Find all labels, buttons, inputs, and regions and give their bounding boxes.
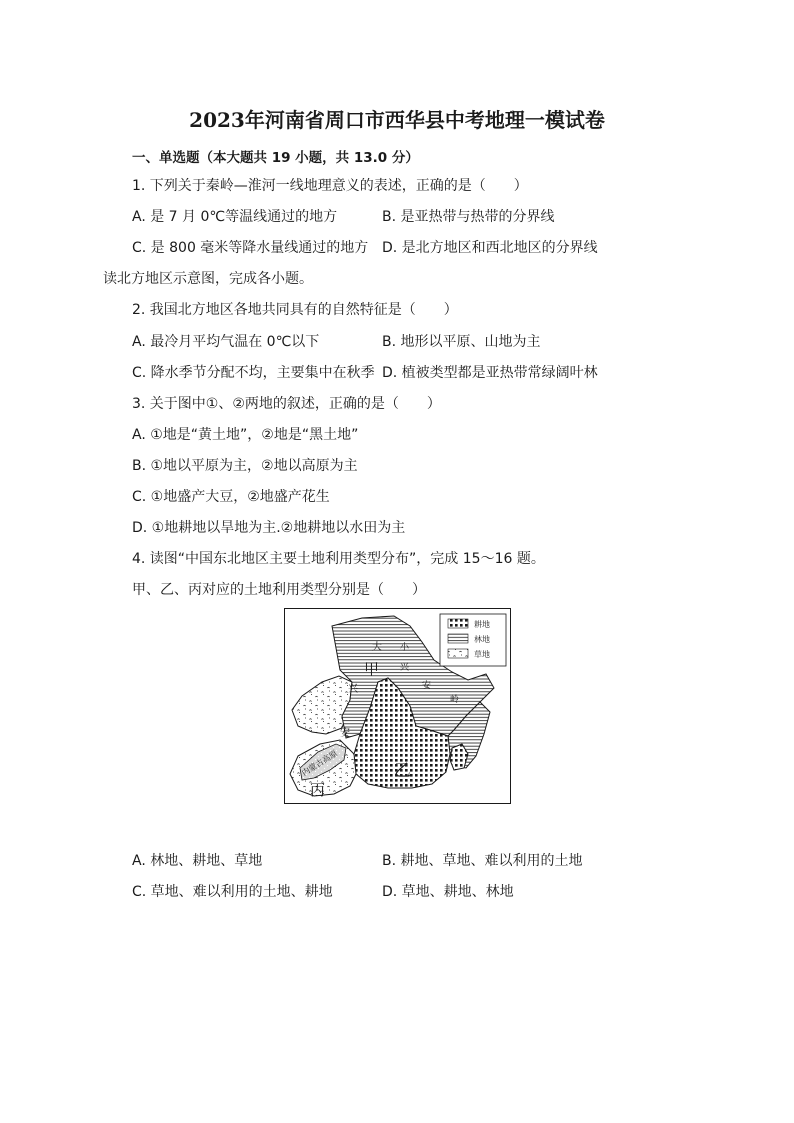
question-4-option-d: D. 草地、耕地、林地	[382, 884, 514, 900]
northeast-china-land-use-map	[284, 608, 511, 804]
question-3-stem: 3. 关于图中①、②两地的叙述，正确的是（ ）	[132, 396, 441, 412]
question-1-option-d: D. 是北方地区和西北地区的分界线	[382, 240, 598, 256]
region-label-jia: 甲	[364, 660, 380, 678]
mountain-label-xiao: 小	[400, 643, 410, 653]
exam-title: 2023年河南省周口市西华县中考地理一模试卷	[189, 108, 605, 132]
legend-farmland-label: 耕地	[474, 620, 490, 629]
question-4-option-b: B. 耕地、草地、难以利用的土地	[382, 853, 583, 869]
question-3-option-a: A. ①地是“黄土地”，②地是“黑土地”	[132, 427, 359, 443]
question-3-option-d: D. ①地耕地以旱地为主.②地耕地以水田为主	[132, 520, 406, 536]
mountain-label-ling: 岭	[450, 695, 460, 705]
map-legend	[440, 614, 506, 666]
question-4-option-c: C. 草地、难以利用的土地、耕地	[132, 884, 333, 900]
question-3-option-c: C. ①地盛产大豆，②地盛产花生	[132, 489, 330, 505]
question-3-option-b: B. ①地以平原为主，②地以高原为主	[132, 458, 358, 474]
question-1-option-b: B. 是亚热带与热带的分界线	[382, 209, 555, 225]
legend-forest-label: 林地	[474, 635, 490, 644]
question-1-option-c: C. 是 800 毫米等降水量线通过的地方	[132, 240, 369, 256]
question-4-sub-stem: 甲、乙、丙对应的土地利用类型分别是（ ）	[132, 582, 426, 598]
region-label-yi: 乙	[394, 761, 411, 781]
mountain-label-xing-1: 兴	[348, 684, 358, 695]
question-1-stem: 1. 下列关于秦岭—淮河一线地理意义的表述，正确的是（ ）	[132, 178, 528, 194]
mountain-label-xing-2: 兴	[400, 663, 410, 673]
question-2-option-d: D. 植被类型都是亚热带常绿阔叶林	[382, 365, 598, 381]
legend-grassland-label: 草地	[474, 650, 490, 659]
question-2-option-c: C. 降水季节分配不均，主要集中在秋季	[132, 365, 375, 381]
question-2-option-b: B. 地形以平原、山地为主	[382, 334, 541, 350]
mountain-label-an-2: 安	[422, 681, 432, 691]
region-label-bing: 丙	[310, 781, 326, 799]
question-1-option-a: A. 是 7 月 0℃等温线通过的地方	[132, 209, 338, 225]
question-2-option-a: A. 最冷月平均气温在 0℃以下	[132, 334, 320, 350]
plateau-label: 内蒙古高原	[300, 748, 339, 778]
mountain-label-da: 大	[372, 642, 382, 653]
section-heading: 一、单选题（本大题共 19 小题，共 13.0 分）	[132, 150, 419, 166]
question-4-stem: 4. 读图“中国东北地区主要土地利用类型分布”，完成 15～16 题。	[132, 551, 545, 567]
question-4-option-a: A. 林地、耕地、草地	[132, 853, 263, 869]
map-reading-intro: 读北方地区示意图，完成各小题。	[103, 271, 313, 287]
question-2-stem: 2. 我国北方地区各地共同具有的自然特征是（ ）	[132, 302, 458, 318]
mountain-label-an-1: 安	[340, 728, 350, 739]
